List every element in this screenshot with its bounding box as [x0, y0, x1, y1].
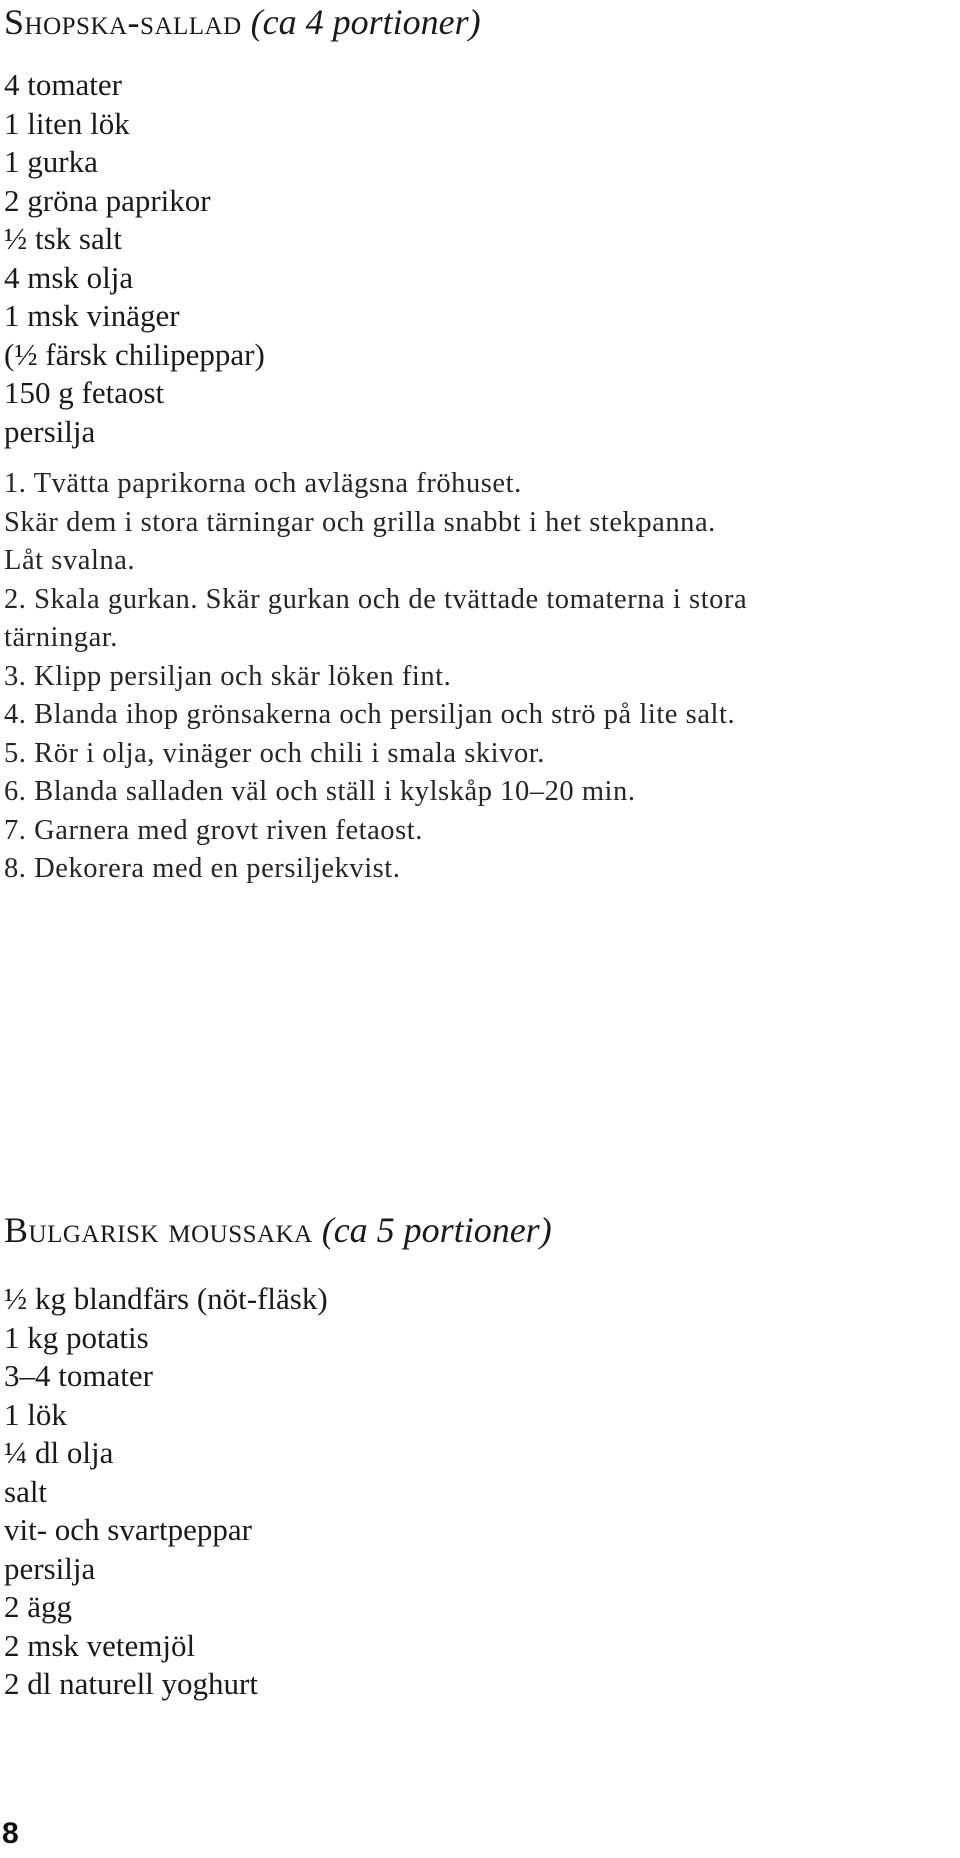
- recipe-title-text: Shopska-sallad: [4, 2, 242, 42]
- recipe-servings: (ca 4 portioner): [250, 2, 481, 42]
- ingredient-item: vit- och svartpeppar: [4, 1512, 252, 1547]
- instruction-line: 8. Dekorera med en persiljekvist.: [4, 853, 401, 884]
- ingredient-item: ½ kg blandfärs (nöt-fläsk): [4, 1281, 328, 1316]
- recipe-servings: (ca 5 portioner): [321, 1210, 552, 1250]
- ingredient-list: [4, 1280, 954, 1704]
- instruction-line: 6. Blanda salladen väl och ställ i kylskåp 10–20 min.: [4, 776, 636, 807]
- recipe-title-text: Bulgarisk moussaka: [4, 1210, 313, 1250]
- ingredient-item: 1 gurka: [4, 144, 98, 179]
- instruction-line: tärningar.: [4, 622, 118, 653]
- ingredient-item: 1 liten lök: [4, 105, 130, 141]
- ingredient-item: 4 msk olja: [4, 259, 134, 295]
- ingredient-item: 2 msk vetemjöl: [4, 1627, 196, 1663]
- ingredient-item: persilja: [4, 1550, 96, 1586]
- recipe-title: [4, 1208, 954, 1256]
- ingredient-item: ¼ dl olja: [4, 1435, 114, 1470]
- instruction-line: 2. Skala gurkan. Skär gurkan och de tvättade tomaterna i stora: [4, 583, 748, 615]
- ingredient-item: 1 lök: [4, 1396, 67, 1432]
- instruction-line: Låt svalna.: [4, 545, 136, 576]
- ingredient-item: 150 g fetaost: [4, 375, 165, 410]
- ingredient-item: salt: [4, 1473, 48, 1509]
- ingredient-item: 1 kg potatis: [4, 1319, 149, 1355]
- recipe-shopska-sallad: [4, 0, 954, 889]
- instruction-line: 1. Tvätta paprikorna och avlägsna fröhuset.: [4, 468, 522, 499]
- ingredient-item: 3–4 tomater: [4, 1358, 153, 1393]
- ingredient-list: [4, 66, 954, 451]
- page-number: 8: [2, 1817, 19, 1850]
- instruction-line: 3. Klipp persiljan och skär löken fint.: [4, 660, 452, 692]
- instruction-line: 4. Blanda ihop grönsakerna och persiljan och strö på lite salt.: [4, 699, 736, 730]
- instruction-line: 5. Rör i olja, vinäger och chili i smala skivor.: [4, 737, 545, 769]
- ingredient-item: 2 dl naturell yoghurt: [4, 1666, 258, 1701]
- instruction-line: 7. Garnera med grovt riven fetaost.: [4, 814, 423, 846]
- ingredient-item: ½ tsk salt: [4, 221, 122, 256]
- recipe-bulgarisk-moussaka: [4, 1208, 954, 1704]
- ingredient-item: (½ färsk chilipeppar): [4, 336, 265, 372]
- instruction-list: [4, 465, 954, 889]
- ingredient-item: 4 tomater: [4, 67, 122, 102]
- ingredient-item: 2 gröna paprikor: [4, 182, 211, 218]
- ingredient-item: persilja: [4, 413, 96, 449]
- ingredient-item: 2 ägg: [4, 1589, 73, 1624]
- recipe-title: [4, 0, 954, 48]
- instruction-line: Skär dem i stora tärningar och grilla snabbt i het stekpanna.: [4, 506, 716, 538]
- ingredient-item: 1 msk vinäger: [4, 298, 180, 333]
